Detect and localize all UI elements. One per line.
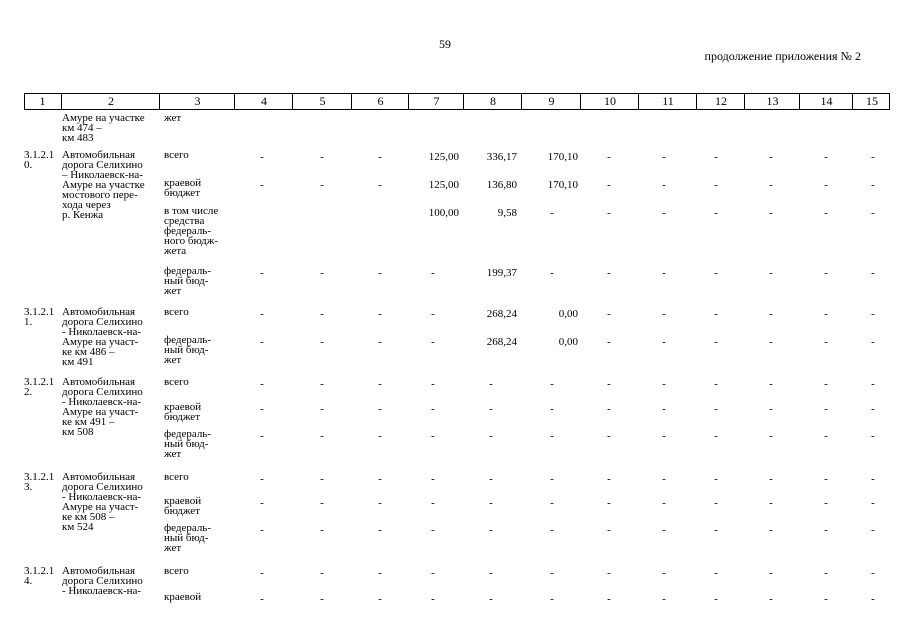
header-cell <box>463 94 522 109</box>
value-cell: - <box>871 430 875 442</box>
value-cell: - <box>769 151 773 163</box>
value-cell: - <box>320 308 324 320</box>
value-cell: - <box>607 593 611 605</box>
row-object-name: Амуре на участке км 474 – км 483 <box>62 112 145 144</box>
value-cell: - <box>320 378 324 390</box>
value-cell: 136,80 <box>486 179 517 191</box>
value-cell: - <box>662 497 666 509</box>
value-cell: - <box>431 430 435 442</box>
value-cell: - <box>714 267 718 279</box>
funding-source: федераль- ный бюд- жет <box>164 265 211 297</box>
value-cell: - <box>769 336 773 348</box>
header-cell-label: 10 <box>604 94 616 108</box>
value-cell: - <box>714 593 718 605</box>
page-number: 59 <box>439 37 451 51</box>
value-cell: - <box>489 497 493 509</box>
header-cell-label: 15 <box>866 94 878 108</box>
value-cell: - <box>550 473 554 485</box>
value-cell: - <box>607 403 611 415</box>
funding-source: краевой бюджет <box>164 401 202 423</box>
row-code: 3.1.2.1 0. <box>24 149 55 171</box>
value-cell: - <box>714 336 718 348</box>
value-cell: - <box>431 524 435 536</box>
value-cell: - <box>824 524 828 536</box>
value-cell: - <box>871 524 875 536</box>
value-cell: 9,58 <box>497 207 517 219</box>
value-cell: - <box>378 403 382 415</box>
value-cell: - <box>871 179 875 191</box>
value-cell: 125,00 <box>428 179 459 191</box>
header-cell-label: 12 <box>715 94 727 108</box>
value-cell: - <box>550 593 554 605</box>
row-code: 3.1.2.1 1. <box>24 306 55 328</box>
value-cell: 0,00 <box>558 308 578 320</box>
value-cell: - <box>714 497 718 509</box>
value-cell: - <box>824 473 828 485</box>
value-cell: - <box>378 567 382 579</box>
value-cell: - <box>769 378 773 390</box>
value-cell: - <box>431 567 435 579</box>
funding-source: всего <box>164 306 189 318</box>
value-cell: - <box>489 593 493 605</box>
value-cell: - <box>378 497 382 509</box>
header-cell <box>744 94 800 109</box>
value-cell: - <box>431 473 435 485</box>
value-cell: - <box>320 567 324 579</box>
funding-source: федераль- ный бюд- жет <box>164 428 211 460</box>
value-cell: - <box>871 403 875 415</box>
header-cell-label: 6 <box>377 94 384 108</box>
value-cell: - <box>320 473 324 485</box>
value-cell: - <box>607 267 611 279</box>
value-cell: - <box>550 430 554 442</box>
value-cell: - <box>662 378 666 390</box>
value-cell: - <box>260 179 264 191</box>
header-cell <box>61 94 160 109</box>
row-object-name: Автомобильная дорога Селихино – Николаевск-на- Амуре на участке мостового пере- хода через р. Кенжа <box>62 149 145 221</box>
header-cell-label: 3 <box>194 94 201 108</box>
header-cell <box>24 94 61 109</box>
value-cell: - <box>378 378 382 390</box>
value-cell: - <box>714 430 718 442</box>
funding-source: всего <box>164 471 189 483</box>
table-header-row <box>24 93 890 110</box>
header-cell-label: 4 <box>261 94 267 108</box>
value-cell: - <box>378 179 382 191</box>
value-cell: - <box>662 336 666 348</box>
value-cell: - <box>260 524 264 536</box>
value-cell: - <box>431 308 435 320</box>
header-cell <box>638 94 697 109</box>
value-cell: - <box>431 497 435 509</box>
row-object-name: Автомобильная дорога Селихино - Николаевск-на- <box>62 565 143 597</box>
value-cell: - <box>769 207 773 219</box>
value-cell: - <box>378 473 382 485</box>
value-cell: - <box>550 207 554 219</box>
header-cell-label: 11 <box>662 94 674 108</box>
header-cell <box>159 94 235 109</box>
value-cell: - <box>378 593 382 605</box>
value-cell: - <box>871 151 875 163</box>
value-cell: - <box>769 473 773 485</box>
value-cell: - <box>607 430 611 442</box>
value-cell: - <box>714 524 718 536</box>
value-cell: - <box>550 378 554 390</box>
value-cell: - <box>431 403 435 415</box>
value-cell: - <box>431 378 435 390</box>
value-cell: - <box>489 378 493 390</box>
value-cell: - <box>320 593 324 605</box>
value-cell: - <box>431 336 435 348</box>
value-cell: - <box>260 267 264 279</box>
funding-source: жет <box>164 112 182 124</box>
header-cell-label: 14 <box>820 94 833 108</box>
value-cell: - <box>489 430 493 442</box>
value-cell: - <box>550 524 554 536</box>
value-cell: - <box>260 151 264 163</box>
value-cell: - <box>871 567 875 579</box>
value-cell: - <box>489 524 493 536</box>
value-cell: - <box>662 403 666 415</box>
value-cell: - <box>824 378 828 390</box>
header-cell <box>292 94 352 109</box>
funding-source: в том числе средства федераль- ного бюдж- жета <box>164 205 219 257</box>
funding-source: краевой бюджет <box>164 177 202 199</box>
header-cell <box>580 94 639 109</box>
value-cell: - <box>260 378 264 390</box>
value-cell: - <box>489 403 493 415</box>
value-cell: 125,00 <box>428 151 459 163</box>
value-cell: - <box>607 336 611 348</box>
value-cell: - <box>871 267 875 279</box>
header-cell <box>408 94 464 109</box>
header-cell-label: 1 <box>39 94 46 108</box>
value-cell: - <box>714 179 718 191</box>
value-cell: - <box>489 473 493 485</box>
value-cell: - <box>662 430 666 442</box>
value-cell: - <box>824 336 828 348</box>
value-cell: - <box>260 473 264 485</box>
value-cell: - <box>714 151 718 163</box>
value-cell: - <box>378 151 382 163</box>
value-cell: - <box>378 430 382 442</box>
value-cell: - <box>320 179 324 191</box>
header-cell-label: 8 <box>490 94 496 108</box>
funding-source: всего <box>164 565 189 577</box>
header-cell <box>696 94 745 109</box>
value-cell: - <box>320 267 324 279</box>
value-cell: - <box>607 473 611 485</box>
value-cell: - <box>320 524 324 536</box>
value-cell: - <box>320 403 324 415</box>
value-cell: - <box>607 378 611 390</box>
value-cell: - <box>824 151 828 163</box>
value-cell: - <box>769 524 773 536</box>
funding-source: всего <box>164 376 189 388</box>
value-cell: - <box>769 497 773 509</box>
value-cell: - <box>607 179 611 191</box>
value-cell: - <box>320 497 324 509</box>
value-cell: - <box>824 308 828 320</box>
value-cell: - <box>769 179 773 191</box>
appendix-label: продолжение приложения № 2 <box>704 49 861 63</box>
row-code: 3.1.2.1 3. <box>24 471 55 493</box>
funding-source: федераль- ный бюд- жет <box>164 334 211 366</box>
header-cell <box>234 94 293 109</box>
value-cell: - <box>260 567 264 579</box>
value-cell: - <box>662 593 666 605</box>
value-cell: 100,00 <box>428 207 459 219</box>
value-cell: - <box>871 593 875 605</box>
value-cell: 170,10 <box>547 179 578 191</box>
header-cell-label: 9 <box>548 94 555 108</box>
value-cell: 268,24 <box>486 336 517 348</box>
value-cell: - <box>824 430 828 442</box>
funding-source: всего <box>164 149 189 161</box>
value-cell: - <box>550 567 554 579</box>
value-cell: - <box>662 207 666 219</box>
value-cell: - <box>378 336 382 348</box>
value-cell: - <box>714 567 718 579</box>
value-cell: - <box>550 403 554 415</box>
value-cell: - <box>714 403 718 415</box>
row-code: 3.1.2.1 4. <box>24 565 55 587</box>
value-cell: - <box>662 473 666 485</box>
value-cell: - <box>824 267 828 279</box>
value-cell: - <box>378 524 382 536</box>
value-cell: - <box>824 179 828 191</box>
value-cell: - <box>714 378 718 390</box>
value-cell: - <box>662 151 666 163</box>
value-cell: - <box>871 207 875 219</box>
value-cell: - <box>769 593 773 605</box>
header-cell <box>351 94 409 109</box>
value-cell: 268,24 <box>486 308 517 320</box>
value-cell: - <box>714 207 718 219</box>
value-cell: - <box>824 497 828 509</box>
value-cell: - <box>871 336 875 348</box>
value-cell: - <box>489 567 493 579</box>
header-cell-label: 7 <box>433 94 440 108</box>
funding-source: краевой бюджет <box>164 495 202 517</box>
funding-source: федераль- ный бюд- жет <box>164 522 211 554</box>
value-cell: - <box>607 497 611 509</box>
value-cell: - <box>824 403 828 415</box>
row-object-name: Автомобильная дорога Селихино - Николаевск-на- Амуре на участ- ке км 491 – км 508 <box>62 376 143 438</box>
value-cell: - <box>871 308 875 320</box>
value-cell: - <box>260 497 264 509</box>
value-cell: - <box>260 308 264 320</box>
row-object-name: Автомобильная дорога Селихино - Николаевск-на- Амуре на участ- ке км 486 – км 491 <box>62 306 143 368</box>
header-cell <box>799 94 853 109</box>
value-cell: - <box>714 308 718 320</box>
value-cell: - <box>260 430 264 442</box>
header-cell <box>852 94 891 109</box>
value-cell: - <box>871 497 875 509</box>
value-cell: - <box>607 308 611 320</box>
value-cell: - <box>769 567 773 579</box>
value-cell: - <box>260 403 264 415</box>
value-cell: - <box>607 207 611 219</box>
value-cell: - <box>824 593 828 605</box>
value-cell: - <box>607 151 611 163</box>
value-cell: - <box>320 151 324 163</box>
value-cell: - <box>871 378 875 390</box>
value-cell: - <box>769 308 773 320</box>
value-cell: - <box>550 497 554 509</box>
value-cell: 336,17 <box>486 151 517 163</box>
value-cell: - <box>607 567 611 579</box>
value-cell: - <box>378 267 382 279</box>
value-cell: - <box>824 207 828 219</box>
value-cell: - <box>769 267 773 279</box>
header-cell <box>521 94 581 109</box>
value-cell: - <box>320 430 324 442</box>
value-cell: 170,10 <box>547 151 578 163</box>
row-object-name: Автомобильная дорога Селихино - Николаевск-на- Амуре на участ- ке км 508 – км 524 <box>62 471 143 533</box>
value-cell: - <box>871 473 875 485</box>
value-cell: - <box>662 524 666 536</box>
value-cell: - <box>824 567 828 579</box>
header-cell-label: 13 <box>766 94 779 108</box>
value-cell: - <box>607 524 611 536</box>
value-cell: - <box>769 430 773 442</box>
value-cell: 199,37 <box>486 267 517 279</box>
value-cell: - <box>662 567 666 579</box>
value-cell: - <box>550 267 554 279</box>
value-cell: - <box>662 179 666 191</box>
value-cell: - <box>769 403 773 415</box>
row-code: 3.1.2.1 2. <box>24 376 55 398</box>
header-cell-label: 5 <box>319 94 326 108</box>
value-cell: - <box>260 593 264 605</box>
value-cell: - <box>378 308 382 320</box>
value-cell: - <box>662 308 666 320</box>
value-cell: - <box>320 336 324 348</box>
value-cell: - <box>662 267 666 279</box>
header-cell-label: 2 <box>108 94 114 108</box>
value-cell: - <box>431 593 435 605</box>
value-cell: 0,00 <box>558 336 578 348</box>
value-cell: - <box>431 267 435 279</box>
value-cell: - <box>714 473 718 485</box>
funding-source: краевой <box>164 591 202 603</box>
value-cell: - <box>260 336 264 348</box>
